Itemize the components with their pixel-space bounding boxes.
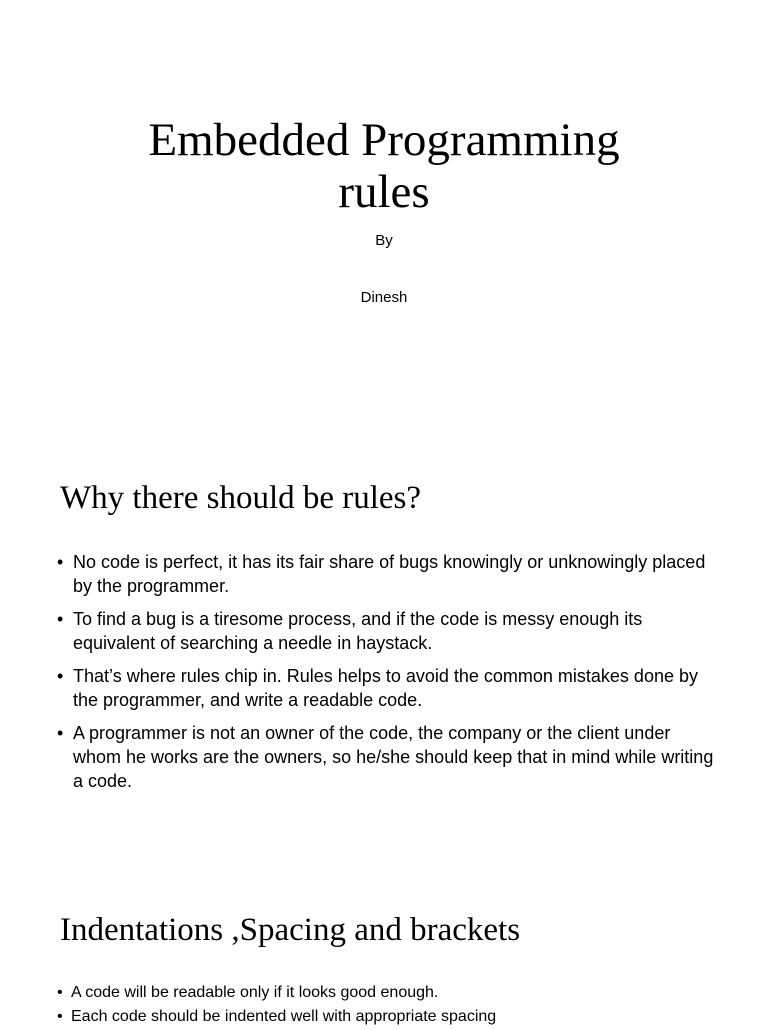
list-item bbox=[57, 664, 717, 712]
author-name: Dinesh bbox=[360, 289, 408, 306]
slide-heading: Indentations ,Spacing and brackets bbox=[60, 912, 521, 948]
bullet-icon: • bbox=[57, 984, 63, 1001]
list-item bbox=[57, 550, 717, 598]
indentation-slide bbox=[0, 864, 768, 1024]
bullet-icon: • bbox=[57, 666, 64, 686]
why-rules-slide bbox=[0, 432, 768, 864]
title-slide bbox=[0, 0, 768, 432]
bullet-text: To find a bug is a tiresome process, and if the code is messy enough its equivalent of searching a needle in haystack. bbox=[73, 609, 643, 653]
bullet-text: A programmer is not an owner of the code, the company or the client under whom he works are the owners, so he/she should keep that in mind while writing a code. bbox=[73, 723, 714, 791]
bullet-list bbox=[57, 982, 717, 1030]
slide-heading: Why there should be rules? bbox=[60, 480, 422, 516]
bullet-text: A code will be readable only if it looks good enough. bbox=[71, 984, 439, 1001]
list-item bbox=[57, 1006, 717, 1028]
list-item bbox=[57, 607, 717, 655]
bullet-text: Each code should be indented well with appropriate spacing bbox=[71, 1008, 497, 1025]
title-line-1: Embedded Programming bbox=[148, 114, 620, 166]
bullet-icon: • bbox=[57, 723, 64, 743]
presentation-title bbox=[0, 114, 768, 218]
list-item bbox=[57, 721, 717, 793]
bullet-list bbox=[57, 550, 717, 802]
bullet-text: No code is perfect, it has its fair share of bugs knowingly or unknowingly placed by the programmer. bbox=[73, 552, 706, 596]
bullet-icon: • bbox=[57, 552, 64, 572]
bullet-text: That’s where rules chip in. Rules helps to avoid the common mistakes done by the programmer, and write a readable code. bbox=[73, 666, 698, 710]
list-item bbox=[57, 982, 717, 1004]
by-label: By bbox=[375, 232, 393, 249]
bullet-icon: • bbox=[57, 1008, 63, 1025]
bullet-icon: • bbox=[57, 609, 64, 629]
title-line-2: rules bbox=[338, 166, 430, 218]
